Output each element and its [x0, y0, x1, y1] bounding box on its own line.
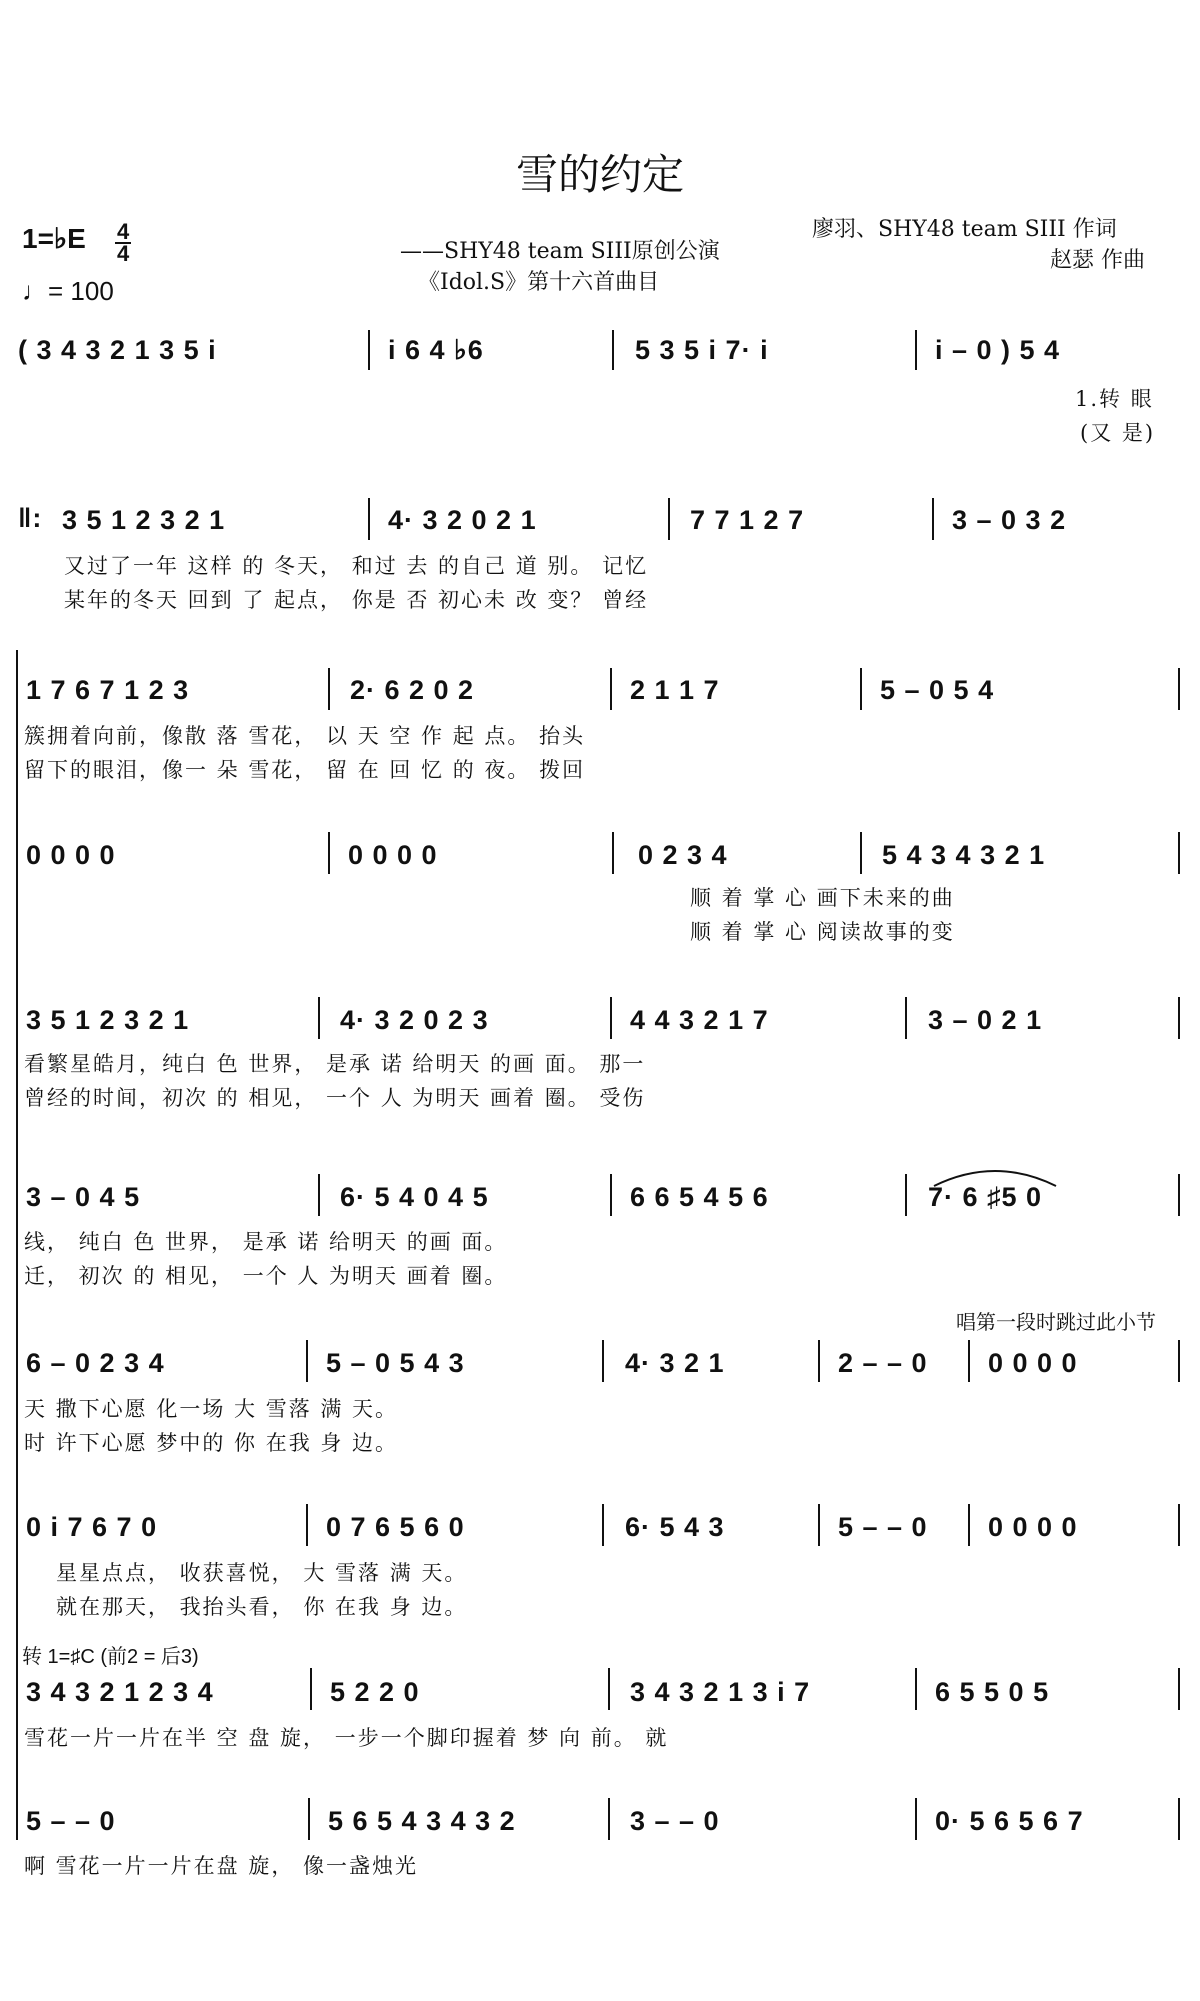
barline	[328, 668, 330, 710]
barline	[610, 668, 612, 710]
system-chorus-2	[0, 1512, 1200, 1552]
measure-1: ( 3 4 3 2 1 3 5 i	[18, 335, 217, 365]
measure: 3 5 1 2 3 2 1	[26, 1005, 190, 1035]
barline	[602, 1340, 604, 1382]
tempo-marking: ♩= 100	[22, 276, 114, 306]
barline	[1178, 1504, 1180, 1546]
barline	[306, 1340, 308, 1382]
measure: 5 2 2 0	[330, 1677, 420, 1707]
measure: 6 5 5 0 5	[935, 1677, 1050, 1707]
measure: 0· 5 6 5 6 7	[935, 1806, 1084, 1836]
lyric-line: 迁， 初次 的 相见， 一个 人 为明天 画着 圈。	[24, 1264, 508, 1288]
composer-credit: 赵瑟 作曲	[1050, 248, 1145, 273]
key-change-marking: 转 1=♯C (前2 = 后3)	[22, 1646, 199, 1668]
barline	[1178, 1668, 1180, 1710]
barline	[318, 997, 320, 1039]
measure: 2 – – 0	[838, 1348, 928, 1378]
lyric-line: 雪花一片一片在半 空 盘 旋， 一步一个脚印握着 梦 向 前。 就	[24, 1726, 669, 1750]
lyric-line: 顺 着 掌 心 阅读故事的变	[690, 920, 955, 944]
measure: 3 – 0 3 2	[952, 505, 1067, 535]
measure: 2· 6 2 0 2	[350, 675, 475, 705]
barline	[306, 1504, 308, 1546]
barline	[860, 832, 862, 874]
subtitle-track: 《Idol.S》第十六首曲目	[418, 270, 660, 295]
lyric-line: 曾经的时间，初次 的 相见， 一个 人 为明天 画着 圈。 受伤	[24, 1086, 646, 1110]
measure: 4· 3 2 0 2 1	[388, 505, 537, 535]
barline	[905, 997, 907, 1039]
measure: 3 4 3 2 1 3 i 7	[630, 1677, 811, 1707]
subtitle-performance: ——SHY48 team SIII原创公演	[400, 239, 720, 264]
measure: 3 – 0 2 1	[928, 1005, 1043, 1035]
barline	[1178, 1174, 1180, 1216]
measure: 6 6 5 4 5 6	[630, 1182, 769, 1212]
lyric-line: 簇拥着向前，像散 落 雪花， 以 天 空 作 起 点。 抬头	[24, 724, 586, 748]
lyric-line: 就在那天， 我抬头看， 你 在我 身 边。	[56, 1595, 468, 1619]
lyricist-credit: 廖羽、SHY48 team SIII 作词	[812, 217, 1117, 242]
measure-3: 5 3 5 i 7· i	[635, 335, 769, 365]
system-verse-3	[0, 1005, 1200, 1045]
measure: 2 1 1 7	[630, 675, 720, 705]
measure: 0 i 7 6 7 0	[26, 1512, 158, 1542]
barline	[368, 498, 370, 540]
system-bridge-1	[0, 1677, 1200, 1717]
measure: 1 7 6 7 1 2 3	[26, 675, 190, 705]
measure: 0 0 0 0	[988, 1348, 1078, 1378]
barline	[610, 1174, 612, 1216]
measure: 5 6 5 4 3 4 3 2	[328, 1806, 516, 1836]
barline	[818, 1504, 820, 1546]
measure: 6· 5 4 3	[625, 1512, 725, 1542]
barline	[1178, 1798, 1180, 1840]
barline	[602, 1504, 604, 1546]
barline	[968, 1504, 970, 1546]
lyric-line: 线， 纯白 色 世界， 是承 诺 给明天 的画 面。	[24, 1230, 508, 1254]
system-verse-1	[0, 505, 1200, 545]
measure: 3 – 0 4 5	[26, 1182, 141, 1212]
repeat-start-sign: ‖:	[18, 503, 43, 533]
measure: 4· 3 2 1	[625, 1348, 725, 1378]
lyric-line: 看繁星皓月，纯白 色 世界， 是承 诺 给明天 的画 面。 那一	[24, 1052, 646, 1076]
barline	[368, 330, 370, 370]
measure: 6· 5 4 0 4 5	[340, 1182, 489, 1212]
barline	[915, 330, 917, 370]
measure: 7 7 1 2 7	[690, 505, 805, 535]
barline	[1178, 832, 1180, 874]
song-title: 雪的约定	[515, 150, 684, 199]
measure: 0 0 0 0	[348, 840, 438, 870]
lyric-line: 顺 着 掌 心 画下未来的曲	[690, 886, 955, 910]
barline	[968, 1340, 970, 1382]
barline	[905, 1174, 907, 1216]
measure: 4· 3 2 0 2 3	[340, 1005, 489, 1035]
system-intro	[0, 335, 1200, 375]
measure: 3 – – 0	[630, 1806, 720, 1836]
measure: 5 – – 0	[838, 1512, 928, 1542]
system-chorus-1	[0, 1348, 1200, 1388]
measure: 5 – 0 5 4	[880, 675, 995, 705]
measure: 0 0 0 0	[26, 840, 116, 870]
measure: 7· 6 ♯5 0	[928, 1182, 1043, 1212]
lyric-line: 啊 雪花一片一片在盘 旋， 像一盏烛光	[24, 1854, 419, 1878]
measure: 0 2 3 4	[638, 840, 728, 870]
barline	[1178, 668, 1180, 710]
measure: 5 – 0 5 4 3	[326, 1348, 465, 1378]
lyric-line: 又过了一年 这样 的 冬天， 和过 去 的自己 道 别。 记忆	[64, 554, 649, 578]
lyric-line: 某年的冬天 回到 了 起点， 你是 否 初心未 改 变？ 曾经	[64, 588, 649, 612]
barline	[610, 997, 612, 1039]
system-verse-2	[0, 675, 1200, 715]
measure: 5 4 3 4 3 2 1	[882, 840, 1046, 870]
key-signature: 1=♭E	[22, 223, 86, 254]
system-bridge-2	[0, 1806, 1200, 1846]
barline	[860, 668, 862, 710]
ending-marker: 1.转 眼	[1075, 387, 1154, 411]
ending-marker-alt: (又 是)	[1080, 421, 1156, 445]
measure: 3 4 3 2 1 2 3 4	[26, 1677, 214, 1707]
barline	[1178, 997, 1180, 1039]
lyric-line: 天 撒下心愿 化一场 大 雪落 满 天。	[24, 1397, 399, 1421]
barline	[1178, 1340, 1180, 1382]
barline	[608, 1668, 610, 1710]
time-signature: 4 4	[117, 219, 130, 266]
measure: 4 4 3 2 1 7	[630, 1005, 769, 1035]
performance-note: 唱第一段时跳过此小节	[956, 1312, 1156, 1334]
measure: 5 – – 0	[26, 1806, 116, 1836]
barline	[310, 1668, 312, 1710]
lyric-line: 时 许下心愿 梦中的 你 在我 身 边。	[24, 1431, 399, 1455]
barline	[668, 498, 670, 540]
barline	[318, 1174, 320, 1216]
barline	[915, 1668, 917, 1710]
measure: 0 0 0 0	[988, 1512, 1078, 1542]
barline	[608, 1798, 610, 1840]
measure: 3 5 1 2 3 2 1	[62, 505, 226, 535]
barline	[915, 1798, 917, 1840]
measure: 6 – 0 2 3 4	[26, 1348, 165, 1378]
barline	[328, 832, 330, 874]
barline	[932, 498, 934, 540]
barline	[612, 330, 614, 370]
measure: 0 7 6 5 6 0	[326, 1512, 465, 1542]
barline	[612, 832, 614, 874]
measure-4: i – 0 ) 5 4	[935, 335, 1061, 365]
barline	[818, 1340, 820, 1382]
measure-2: i 6 4 ♭6	[388, 335, 484, 365]
system-chorus-lead	[0, 1182, 1200, 1222]
system-counter-melody	[0, 840, 1200, 880]
barline	[308, 1798, 310, 1840]
lyric-line: 留下的眼泪，像一 朵 雪花， 留 在 回 忆 的 夜。 拨回	[24, 758, 586, 782]
system-bracket	[16, 650, 18, 1840]
lyric-line: 星星点点， 收获喜悦， 大 雪落 满 天。	[56, 1561, 468, 1585]
